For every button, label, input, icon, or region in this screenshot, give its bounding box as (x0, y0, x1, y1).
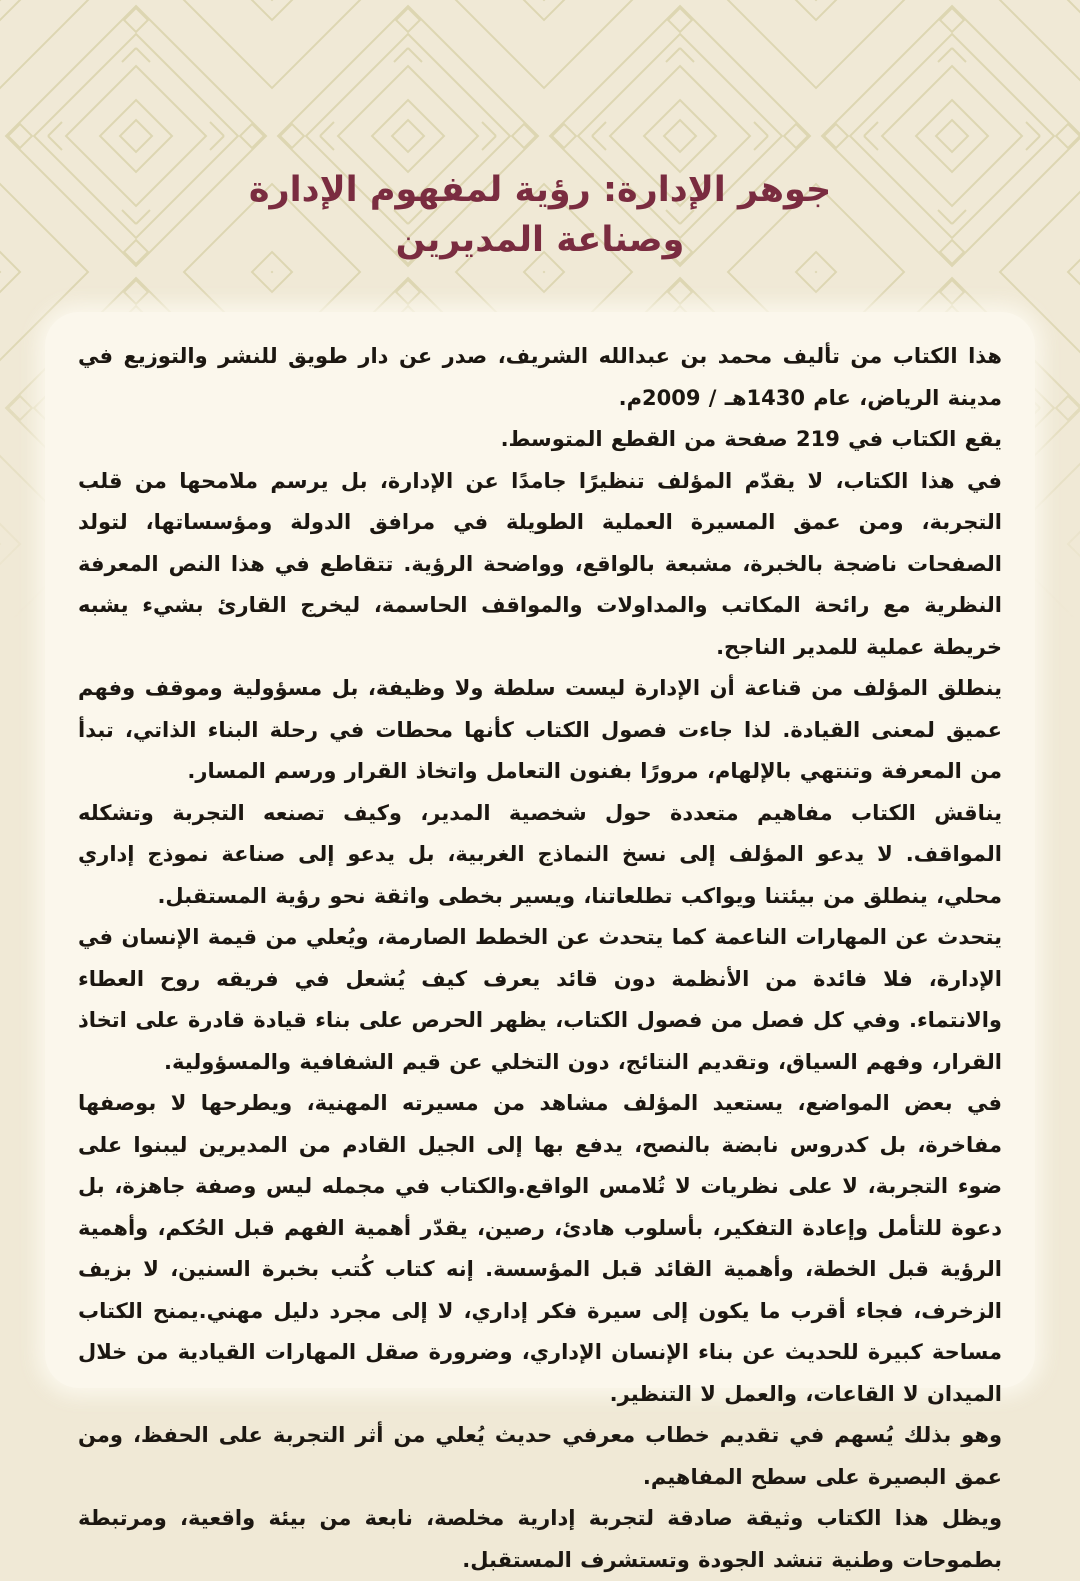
paragraph-manager-concepts: يناقش الكتاب مفاهيم متعددة حول شخصية المدير، وكيف تصنعه التجربة وتشكله المواقف. لا يدعو المؤلف إلى نسخ النماذج الغربية، بل يدعو إلى صناعة نموذج إداري محلي، ينطلق من بيئتنا ويواكب تطلعاتنا، ويسير بخطى واثقة نحو رؤية المستقبل. (78, 800, 1002, 908)
paragraph-closing: ويظل هذا الكتاب وثيقة صادقة لتجربة إدارية مخلصة، نابعة من بيئة واقعية، ومرتبطة بطموحات وطنية تنشد الجودة وتستشرف المستقبل. (78, 1506, 1002, 1572)
page-title (0, 166, 1080, 265)
paragraph-page-count: يقع الكتاب في 219 صفحة من القطع المتوسط. (500, 427, 1002, 451)
page-title-line-2: وصناعة المديرين (395, 219, 685, 260)
page-title-line-1: جوهر الإدارة: رؤية لمفهوم الإدارة (248, 170, 832, 210)
paragraph-book-approach: في هذا الكتاب، لا يقدّم المؤلف تنظيرًا جامدًا عن الإدارة، بل يرسم ملامحها من قلب التجربة، ومن عمق المسيرة العملية الطويلة في مرافق الدولة ومؤسساتها، لتولد الصفحات ناضجة بالخبرة، مشبعة بالواقع، وواضحة الرؤية. تتقاطع في هذا النص المعرفة النظرية مع رائحة المكاتب والمداولات والمواقف الحاسمة، ليخرج القارئ بشيء يشبه خريطة عملية للمدير الناجح. (78, 468, 1002, 659)
paragraph-publication-info: هذا الكتاب من تأليف محمد بن عبدالله الشريف، صدر عن دار طويق للنشر والتوزيع في مدينة الرياض، عام 1430هـ / 2009م. (78, 344, 1002, 410)
paragraph-knowledge-discourse: وهو بذلك يُسهم في تقديم خطاب معرفي حديث يُعلي من أثر التجربة على الحفظ، ومن عمق البصيرة على سطح المفاهيم. (78, 1423, 1002, 1489)
content-card (45, 312, 1035, 1572)
paragraph-soft-skills: يتحدث عن المهارات الناعمة كما يتحدث عن الخطط الصارمة، ويُعلي من قيمة الإنسان في الإدارة، فلا فائدة من الأنظمة دون قائد يعرف كيف يُشعل في فريقه روح العطاء والانتماء. وفي كل فصل من فصول الكتاب، يظهر الحرص على بناء قيادة قادرة على اتخاذ القرار، وفهم السياق، وتقديم النتائج، دون التخلي عن قيم الشفافية والمسؤولية. (78, 925, 1002, 1074)
paragraph-professional-scenes: في بعض المواضع، يستعيد المؤلف مشاهد من مسيرته المهنية، ويطرحها لا بوصفها مفاخرة، بل كدروس نابضة بالنصح، يدفع بها إلى الجيل القادم من المديرين ليبنوا على ضوء التجربة، لا على نظريات لا تُلامس الواقع.والكتاب في مجمله ليس وصفة جاهزة، بل دعوة للتأمل وإعادة التفكير، بأسلوب هادئ، رصين، يقدّر أهمية الفهم قبل الحُكم، وأهمية الرؤية قبل الخطة، وأهمية القائد قبل المؤسسة. إنه كتاب كُتب بخبرة السنين، لا بزيف الزخرف، فجاء أقرب ما يكون إلى سيرة فكر إداري، لا إلى مجرد دليل مهني.يمنح الكتاب مساحة كبيرة للحديث عن بناء الإنسان الإداري، وضرورة صقل المهارات القيادية من خلال الميدان لا القاعات، والعمل لا التنظير. (78, 1091, 1002, 1406)
paragraph-author-conviction: ينطلق المؤلف من قناعة أن الإدارة ليست سلطة ولا وظيفة، بل مسؤولية وموقف وفهم عميق لمعنى القيادة. لذا جاءت فصول الكتاب كأنها محطات في رحلة البناء الذاتي، تبدأ من المعرفة وتنتهي بالإلهام، مرورًا بفنون التعامل واتخاذ القرار ورسم المسار. (78, 676, 1002, 783)
